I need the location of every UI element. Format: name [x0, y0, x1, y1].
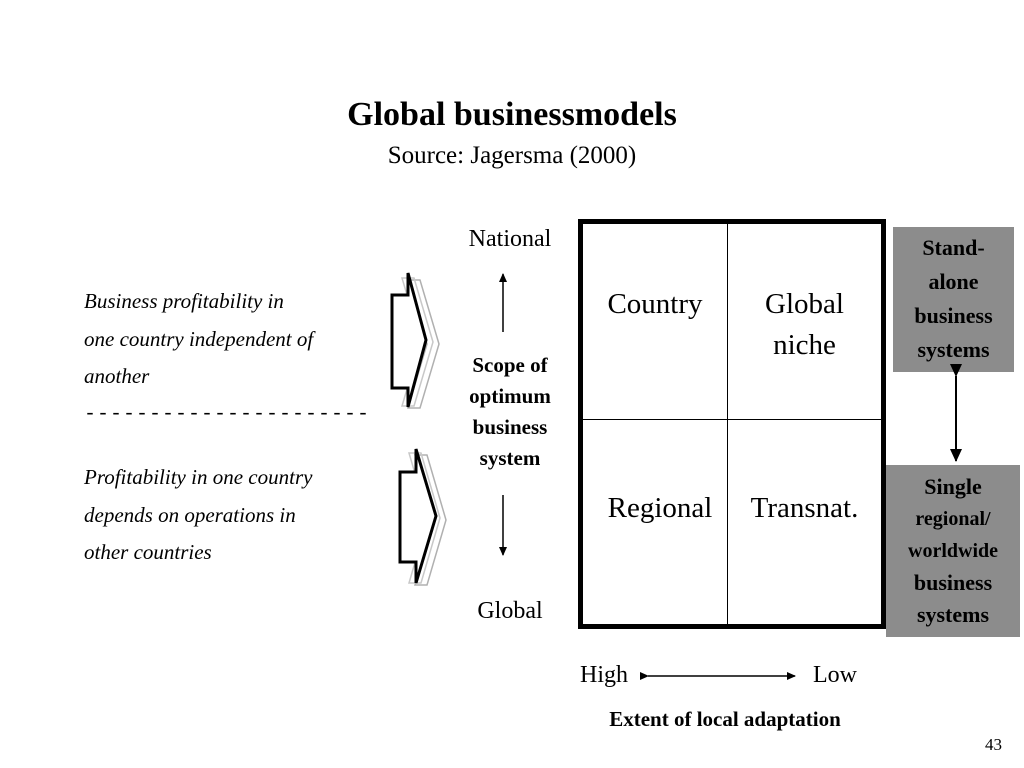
page-number: 43 [985, 735, 1002, 754]
upper-description-line: another [84, 364, 150, 388]
horizontal-axis-title: Extent of local adaptation [609, 707, 841, 731]
single-system-line: systems [916, 602, 990, 627]
matrix-label-country: Country [607, 288, 703, 320]
lower-description-line: other countries [84, 540, 212, 564]
matrix-label-global-niche-line1: Global [765, 288, 844, 320]
vertical-axis-title-line: optimum [469, 384, 551, 408]
axis-label-national: National [468, 226, 552, 252]
single-system-line: business [913, 570, 993, 595]
single-system-line: Single [924, 474, 982, 499]
slide-title: Global businessmodels [347, 96, 677, 133]
slide-subtitle: Source: Jagersma (2000) [387, 142, 637, 169]
axis-label-global: Global [477, 598, 543, 624]
upper-chevron-arrow [392, 273, 439, 408]
vertical-axis-title-line: Scope of [472, 353, 548, 377]
lower-chevron-arrow [400, 449, 446, 585]
stand-alone-line: Stand- [922, 235, 985, 260]
matrix-label-global-niche-line2: niche [773, 329, 836, 361]
lower-description-line: Profitability in one country [84, 465, 313, 489]
stand-alone-line: alone [928, 269, 979, 294]
single-system-line: regional/ [915, 508, 991, 530]
vertical-axis-title-line: business [472, 415, 548, 439]
stand-alone-line: systems [917, 337, 990, 362]
matrix-label-transnat: Transnat. [750, 492, 859, 524]
axis-label-low: Low [813, 662, 857, 688]
axis-label-high: High [580, 662, 628, 688]
vertical-axis-title-line: system [479, 446, 541, 470]
stand-alone-line: business [914, 303, 993, 328]
dashed-divider: ---------------------- [84, 403, 371, 426]
single-system-line: worldwide [908, 540, 998, 562]
lower-description-line: depends on operations in [84, 502, 296, 527]
upper-description-line: Business profitability in [84, 289, 284, 313]
upper-description-line: one country independent of [84, 326, 314, 351]
matrix-label-regional: Regional [607, 492, 713, 524]
